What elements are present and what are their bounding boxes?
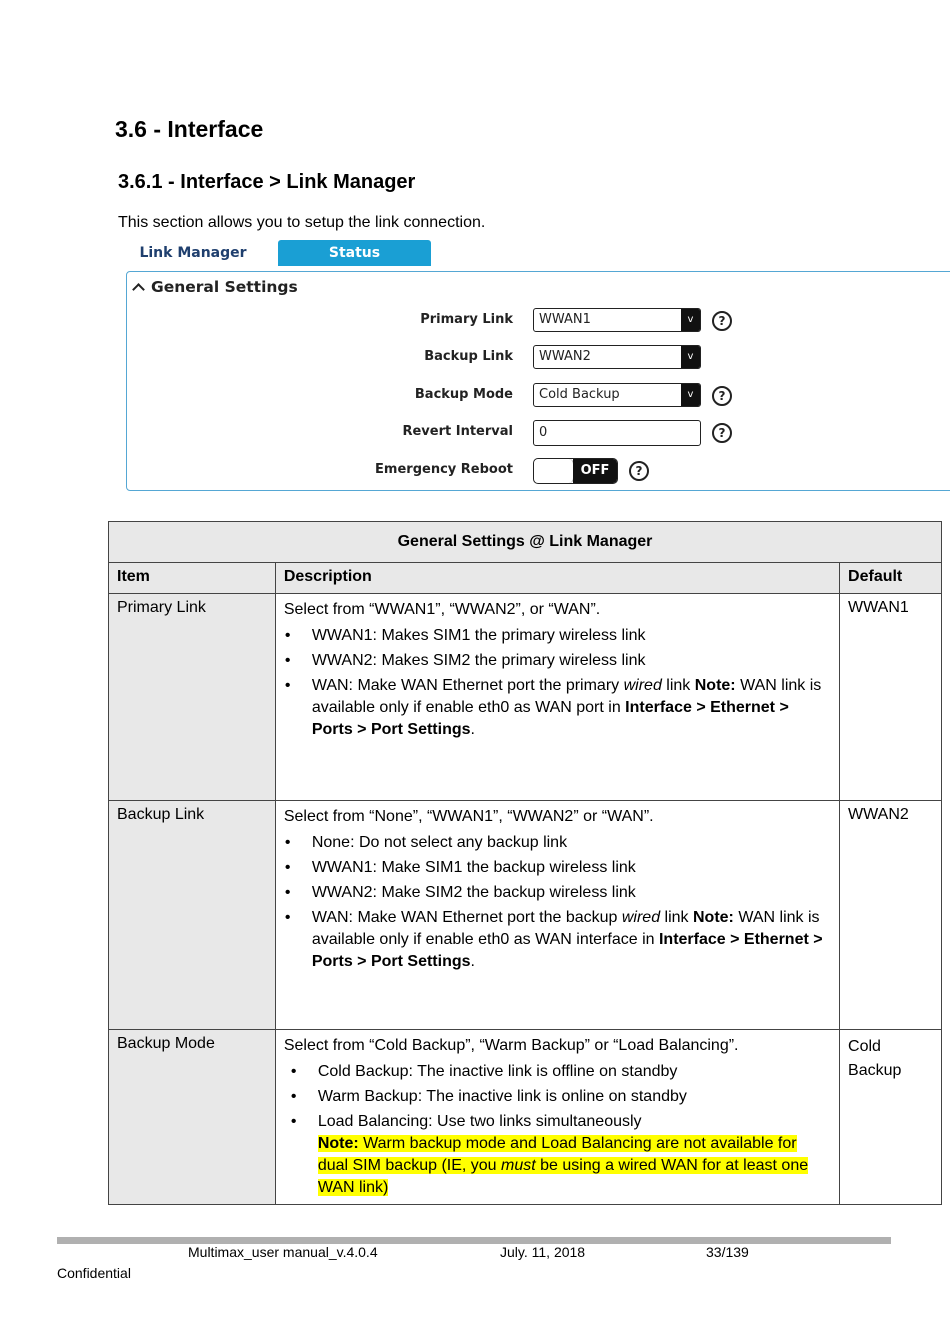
chevron-down-icon: v	[681, 309, 700, 331]
footer-doc-name: Multimax_user manual_v.4.0.4	[188, 1244, 378, 1260]
list-item: • WWAN2: Make SIM2 the backup wireless link	[312, 882, 831, 904]
toggle-state: OFF	[573, 459, 617, 483]
primary-link-label: Primary Link	[420, 312, 513, 327]
table-row-description	[275, 594, 839, 801]
backup-link-label: Backup Link	[424, 349, 513, 364]
table-title: General Settings @ Link Manager	[109, 522, 942, 563]
emergency-reboot-label: Emergency Reboot	[375, 462, 513, 477]
tab-status[interactable]: Status	[278, 240, 431, 266]
chevron-up-icon	[132, 283, 145, 296]
chevron-down-icon: v	[681, 384, 700, 406]
subsection-heading: 3.6.1 - Interface > Link Manager	[118, 171, 416, 193]
settings-table	[108, 521, 942, 1205]
list-item: • WAN: Make WAN Ethernet port the backup wired link Note: WAN link is available only if enable eth0 as WAN interface in Interface > Ethernet > Ports > Port Settings.	[312, 907, 831, 973]
footer-date: July. 11, 2018	[500, 1244, 586, 1260]
header-description: Description	[275, 563, 839, 594]
table-row-description	[275, 801, 839, 1030]
revert-interval-input[interactable]: 0	[533, 420, 701, 446]
table-row-description	[275, 1030, 839, 1205]
backup-mode-label: Backup Mode	[414, 387, 513, 402]
table-row-item: Backup Link	[109, 801, 276, 1030]
toggle-knob	[534, 459, 574, 483]
revert-interval-label: Revert Interval	[402, 424, 513, 439]
list-item: • Warm Backup: The inactive link is online on standby	[318, 1086, 831, 1108]
list-item: • WWAN2: Makes SIM2 the primary wireless link	[312, 650, 831, 672]
description-intro: Select from “None”, “WWAN1”, “WWAN2” or “WAN”.	[283, 808, 654, 825]
general-settings-toggle[interactable]	[132, 278, 298, 296]
table-row-item: Backup Mode	[109, 1030, 276, 1205]
emergency-reboot-toggle[interactable]	[533, 458, 618, 484]
list-item: • None: Do not select any backup link	[312, 832, 831, 854]
list-item: • WWAN1: Makes SIM1 the primary wireless link	[312, 625, 831, 647]
table-row-default: Cold Backup	[840, 1030, 942, 1205]
list-item: • Cold Backup: The inactive link is offline on standby	[318, 1061, 831, 1083]
list-item: • Load Balancing: Use two links simultaneously Note: Warm backup mode and Load Balancing are not available for dual SIM backup (IE, you must be using a wired WAN for at least one WAN link)	[318, 1111, 831, 1199]
general-settings-title: General Settings	[151, 278, 298, 296]
footer-rule	[57, 1237, 891, 1244]
footer-confidential: Confidential	[57, 1265, 131, 1281]
description-intro: Select from “Cold Backup”, “Warm Backup” or “Load Balancing”.	[283, 1037, 739, 1054]
intro-text: This section allows you to setup the link connection.	[118, 214, 486, 231]
chevron-down-icon: v	[681, 346, 700, 368]
description-intro: Select from “WWAN1”, “WWAN2”, or “WAN”.	[283, 601, 601, 618]
backup-link-select[interactable]: WWAN2 v	[533, 345, 701, 369]
footer-page-number: 33/139	[706, 1244, 749, 1260]
help-icon[interactable]: ?	[712, 423, 732, 443]
table-row-item: Primary Link	[109, 594, 276, 801]
table-row-default: WWAN1	[840, 594, 942, 801]
section-heading: 3.6 - Interface	[115, 116, 264, 142]
highlighted-note: Note: Warm backup mode and Load Balancing are not available for dual SIM backup (IE, you must be using a wired WAN for at least one WAN link)	[317, 1135, 809, 1196]
list-item: • WWAN1: Make SIM1 the backup wireless link	[312, 857, 831, 879]
table-row-default: WWAN2	[840, 801, 942, 1030]
tab-link-manager[interactable]: Link Manager	[139, 245, 247, 261]
header-item: Item	[109, 563, 276, 594]
primary-link-select[interactable]: WWAN1 v	[533, 308, 701, 332]
help-icon[interactable]: ?	[712, 386, 732, 406]
list-item: • WAN: Make WAN Ethernet port the primary wired link Note: WAN link is available only if enable eth0 as WAN port in Interface > Ethernet > Ports > Port Settings.	[312, 675, 831, 741]
help-icon[interactable]: ?	[712, 311, 732, 331]
backup-mode-select[interactable]: Cold Backup v	[533, 383, 701, 407]
help-icon[interactable]: ?	[629, 461, 649, 481]
header-default: Default	[840, 563, 942, 594]
